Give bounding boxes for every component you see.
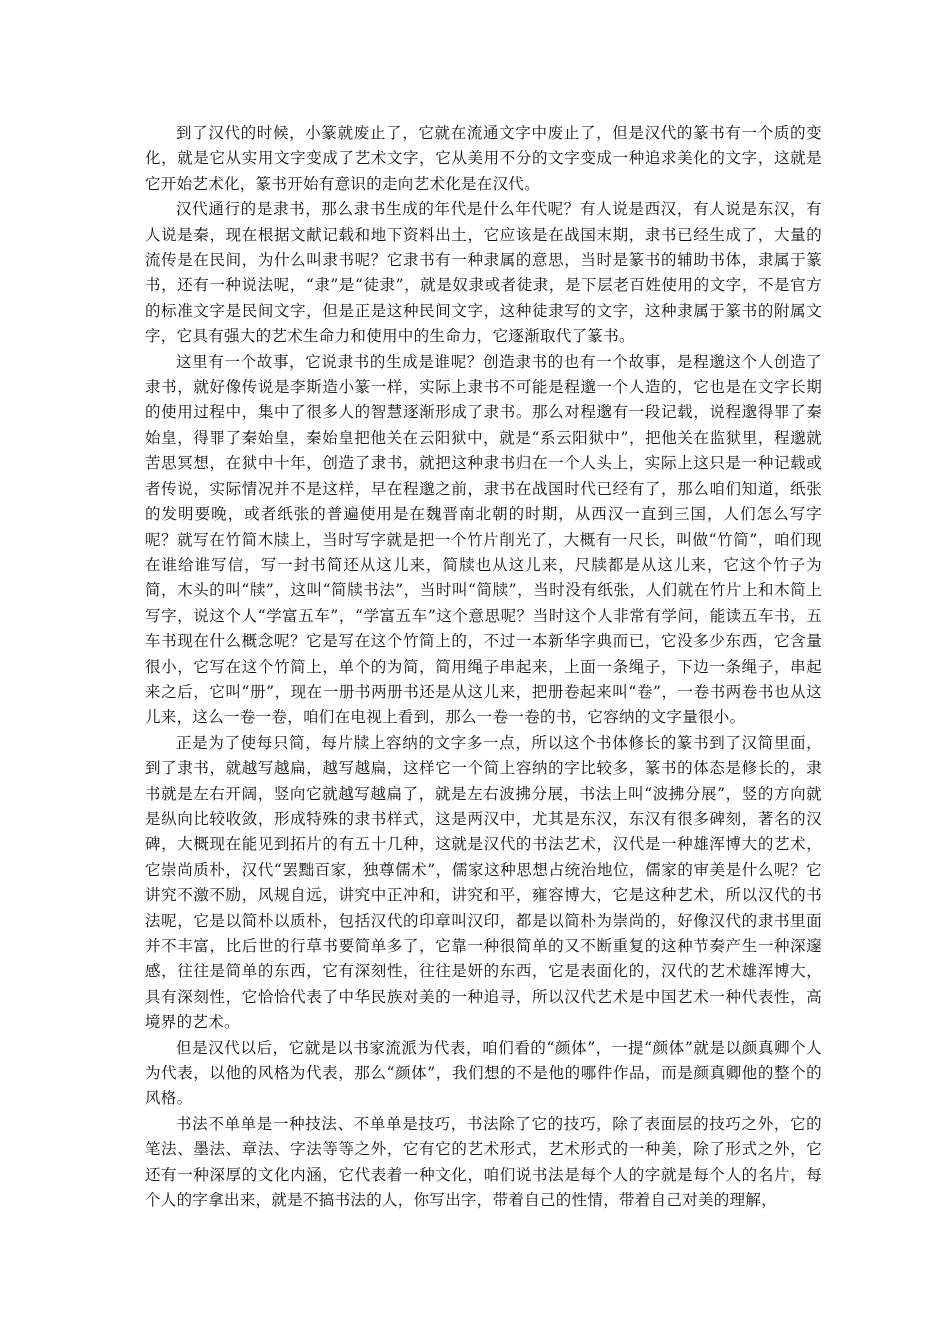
paragraph-3: 这里有一个故事，它说隶书的生成是谁呢？创造隶书的也有一个故事，是程邈这个人创造了隶书，就好像传说是李斯造小篆一样，实际上隶书不可能是程邈一个人造的，它也是在文字长期的使用过程中，集中了很多人的智慧逐渐形成了隶书。那么对程邈有一段记载，说程邈得罪了秦始皇，得罪了秦始皇，秦始皇把他关在云阳狱中，就是“系云阳狱中”，把他关在监狱里，程邈就苦思冥想，在狱中十年，创造了隶书，就把这种隶书归在一个人头上，实际上这只是一种记载或者传说，实际情况并不是这样，早在程邈之前，隶书在战国时代已经有了，那么咱们知道，纸张的发明要晚，或者纸张的普遍使用是在魏晋南北朝的时期，从西汉一直到三国，人们怎么写字呢？就写在竹简木牍上，当时写字就是把一个竹片削光了，大概有一尺长，叫做“竹简”，咱们现在谁给谁写信，写一封书简还从这儿来，简牍也从这儿来，尺牍都是从这儿来，它这个竹子为简，木头的叫“牍”，这叫“简牍书法”，当时叫“简牍”，当时没有纸张，人们就在竹片上和木简上写字，说这个人“学富五车”，“学富五车”这个意思呢？当时这个人非常有学问，能读五车书，五车书现在什么概念呢？它是写在这个竹简上的，不过一本新华字典而已，它没多少东西，它含量很小，它写在这个竹简上，单个的为简，简用绳子串起来，上面一条绳子，下边一条绳子，串起来之后，它叫“册”，现在一册书两册书还是从这儿来，把册卷起来叫“卷”，一卷书两卷书也从这儿来，这么一卷一卷，咱们在电视上看到，那么一卷一卷的书，它容纳的文字量很小。: [145, 352, 822, 727]
paragraph-5: 但是汉代以后，它就是以书家流派为代表，咱们看的“颜体”，一提“颜体”就是以颜真卿个人为代表，以他的风格为代表，那么“颜体”，我们想的不是他的哪件作品，而是颜真卿他的整个的风格。: [145, 1038, 822, 1108]
paragraph-6: 书法不单单是一种技法、不单单是技巧，书法除了它的技巧，除了表面层的技巧之外，它的笔法、墨法、章法、字法等等之外，它有它的艺术形式，艺术形式的一种美，除了形式之外，它还有一种深厚的文化内涵，它代表着一种文化，咱们说书法是每个人的字就是每个人的名片，每个人的字拿出来，就是不搞书法的人，你写出字，带着自己的性情，带着自己对美的理解，: [145, 1114, 822, 1210]
paragraph-4: 正是为了使每只简，每片牍上容纳的文字多一点，所以这个书体修长的篆书到了汉简里面，到了隶书，就越写越扁，越写越扁，这样它一个简上容纳的字比较多，篆书的体态是修长的，隶书就是左右开阔，竖向它就越写越扁了，就是左右波拂分展，书法上叫“波拂分展”，竖的方向就是纵向比较收敛，形成特殊的隶书样式，这是两汉中，尤其是东汉，东汉有很多碑刻，著名的汉碑，大概现在能见到拓片的有五十几种，这就是汉代的书法艺术，汉代是一种雄浑博大的艺术，它崇尚质朴，汉代“罢黜百家，独尊儒术”，儒家这种思想占统治地位，儒家的审美是什么呢？它讲究不激不励，风规自远，讲究中正冲和，讲究和平，雍容博大，它是这种艺术，所以汉代的书法呢，它是以简朴以质朴，包括汉代的印章叫汉印，都是以简朴为崇尚的，好像汉代的隶书里面并不丰富，比后世的行草书要简单多了，它靠一种很简单的又不断重复的这种节奏产生一种深邃感，往往是简单的东西，它有深刻性，往往是妍的东西，它是表面化的，汉代的艺术雄浑博大，具有深刻性，它恰恰代表了中华民族对美的一种追寻，所以汉代艺术是中国艺术一种代表性，高境界的艺术。: [145, 733, 822, 1032]
document-body: [145, 121, 822, 1213]
paragraph-1: 到了汉代的时候，小篆就废止了，它就在流通文字中废止了，但是汉代的篆书有一个质的变化，就是它从实用文字变成了艺术文字，它从美用不分的文字变成一种追求美化的文字，这就是它开始艺术化，篆书开始有意识的走向艺术化是在汉代。: [145, 124, 822, 193]
paragraph-2: 汉代通行的是隶书，那么隶书生成的年代是什么年代呢？有人说是西汉，有人说是东汉，有人说是秦，现在根据文献记载和地下资料出土，它应该是在战国末期，隶书已经生成了，大量的流传是在民间，为什么叫隶书呢？它隶书有一种隶属的意思，当时是篆书的辅助书体，隶属于篆书，还有一种说法呢，“隶”是“徒隶”，就是奴隶或者徒隶，是下层老百姓使用的文字，不是官方的标准文字是民间文字，但是正是这种民间文字，这种徒隶写的文字，这种隶属于篆书的附属文字，它具有强大的艺术生命力和使用中的生命力，它逐渐取代了篆书。: [145, 200, 822, 346]
